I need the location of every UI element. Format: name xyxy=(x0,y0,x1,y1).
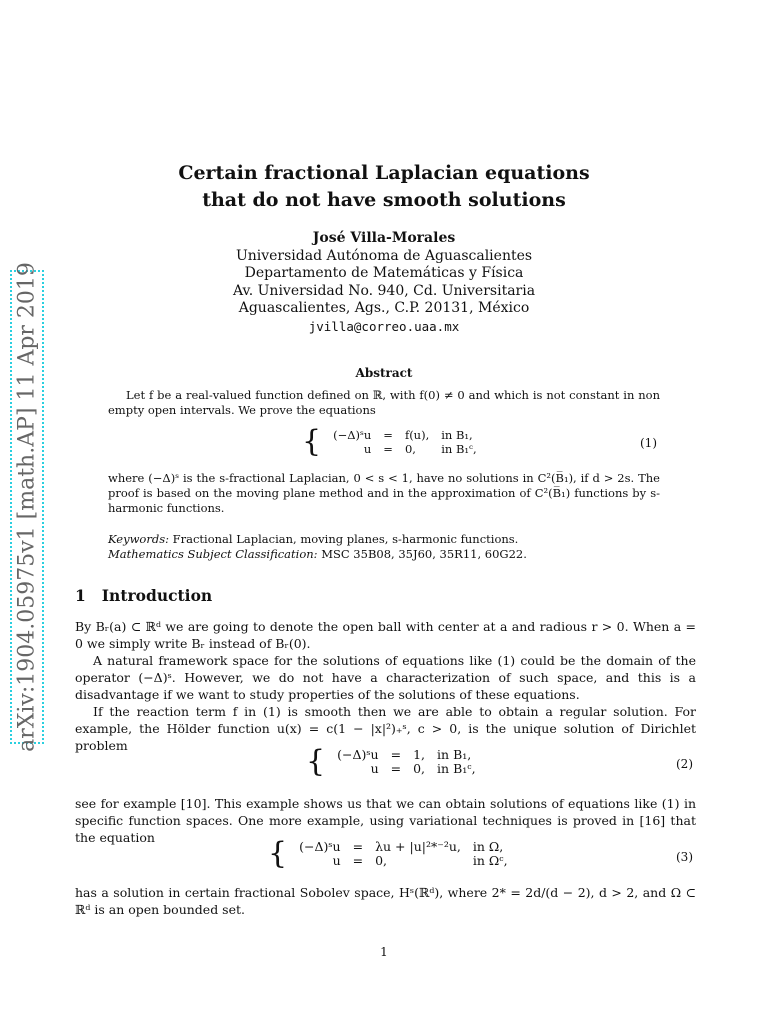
equation-3-number: (3) xyxy=(676,850,693,864)
author-block xyxy=(0,230,768,335)
keywords-line xyxy=(108,532,660,547)
equation-2-brace: { xyxy=(306,744,326,779)
equation-1: { (−Δ)ˢu = f(u), in B₁, u = 0, in B₁ᶜ, xyxy=(296,428,483,456)
title-line-2: that do not have smooth solutions xyxy=(202,189,566,211)
page-number: 1 xyxy=(380,945,388,959)
body-paragraph-2: A natural framework space for the solutions of equations like (1) could be the domain of the operator (−Δ)ˢ. However, we do not have a characterization of such space, and this is a disadvantage if we want to study properties of the solutions of these equations. xyxy=(75,653,696,702)
eq2-row2-domain: in B₁ᶜ, xyxy=(437,761,476,776)
abstract-heading: Abstract xyxy=(355,366,413,380)
body-paragraph-5: has a solution in certain fractional Sobolev space, Hˢ(ℝᵈ), where 2* = 2d/(d − 2), d > 2, and Ω ⊂ ℝᵈ is an open bounded set. xyxy=(75,885,696,917)
abstract-paragraph-2: where (−Δ)ˢ is the s-fractional Laplacian, 0 < s < 1, have no solutions in C²(B̅₁), if d > 2s. The proof is based on the moving plane method and in the approximation of C²(B̅₁) functions by s-harmonic functions. xyxy=(108,471,660,515)
section-title: Introduction xyxy=(101,586,213,605)
equation-1-number: (1) xyxy=(640,436,657,450)
eq3-row2-domain: in Ωᶜ, xyxy=(472,853,508,868)
keywords-text: Fractional Laplacian, moving planes, s-harmonic functions. xyxy=(172,532,519,546)
equation-3: { (−Δ)ˢu = λu + |u|²*⁻²u, in Ω, u = 0, in Ωᶜ, xyxy=(262,840,514,868)
msc-text: MSC 35B08, 35J60, 35R11, 60G22. xyxy=(321,547,527,561)
equation-2: { (−Δ)ˢu = 1, in B₁, u = 0, in B₁ᶜ, xyxy=(300,748,482,776)
eq2-row2-lhs: u xyxy=(370,761,379,776)
title-line-1: Certain fractional Laplacian equations xyxy=(178,162,590,184)
section-number: 1 xyxy=(75,586,86,605)
eq3-row1-rhs: λu + |u|²*⁻²u, xyxy=(375,839,461,854)
eq2-row1-domain: in B₁, xyxy=(437,747,472,762)
eq3-row1-lhs: (−Δ)ˢu xyxy=(299,839,341,854)
affiliation-4: Aguascalientes, Ags., C.P. 20131, México xyxy=(238,300,530,316)
arxiv-stamp xyxy=(10,262,44,752)
affiliation-3: Av. Universidad No. 940, Cd. Universitaria xyxy=(232,282,536,299)
body-paragraph-1: By Bᵣ(a) ⊂ ℝᵈ we are going to denote the open ball with center at a and radious r > 0. When a = 0 we simply write Bᵣ instead of Bᵣ(0). xyxy=(75,619,696,651)
eq2-row1-rhs: 1, xyxy=(413,747,426,762)
eq3-row2-lhs: u xyxy=(332,853,341,868)
eq2-row1-lhs: (−Δ)ˢu xyxy=(337,747,379,762)
section-heading xyxy=(75,586,228,605)
eq1-row1-domain: in B₁, xyxy=(441,428,473,442)
author-email[interactable]: jvilla@correo.uaa.mx xyxy=(308,318,460,334)
equation-3-brace: { xyxy=(268,836,288,871)
paper-title xyxy=(0,160,768,214)
author-name: José Villa-Morales xyxy=(312,230,456,246)
eq1-row2-rhs: 0, xyxy=(404,442,416,456)
arxiv-stamp-text: arXiv:1904.05975v1 [math.AP] 11 Apr 2019 xyxy=(14,262,40,752)
msc-line xyxy=(108,547,660,562)
eq1-row2-lhs: u xyxy=(363,442,372,456)
eq1-row2-domain: in B₁ᶜ, xyxy=(441,442,477,456)
body-paragraph-3: If the reaction term f in (1) is smooth then we are able to obtain a regular solution. For example, the Hölder function u(x) = c(1 − |x|²)₊ˢ, c > 0, is the unique solution of Dirichlet problem xyxy=(75,704,696,753)
equation-2-number: (2) xyxy=(676,757,693,771)
abstract-paragraph-1: Let f be a real-valued function defined on ℝ, with f(0) ≠ 0 and which is not constant in non empty open intervals. We prove the equations xyxy=(108,388,660,417)
eq3-row1-domain: in Ω, xyxy=(472,839,504,854)
eq3-row2-rhs: 0, xyxy=(375,853,388,868)
eq1-row1-rhs: f(u), xyxy=(404,428,430,442)
affiliation-1: Universidad Autónoma de Aguascalientes xyxy=(235,247,533,264)
p4-text: see for example [10]. This example shows us that we can obtain solutions of equations like (1) in specific function spaces. One more example, using variational techniques is proved in [16] that the equation xyxy=(75,796,696,845)
keywords-label: Keywords: xyxy=(108,532,169,546)
affiliation-2: Departamento de Matemáticas y Física xyxy=(244,265,524,281)
eq1-row1-lhs: (−Δ)ˢu xyxy=(333,428,372,442)
msc-label: Mathematics Subject Classification: xyxy=(108,547,318,561)
eq2-row2-rhs: 0, xyxy=(413,761,426,776)
equation-1-brace: { xyxy=(302,424,322,459)
